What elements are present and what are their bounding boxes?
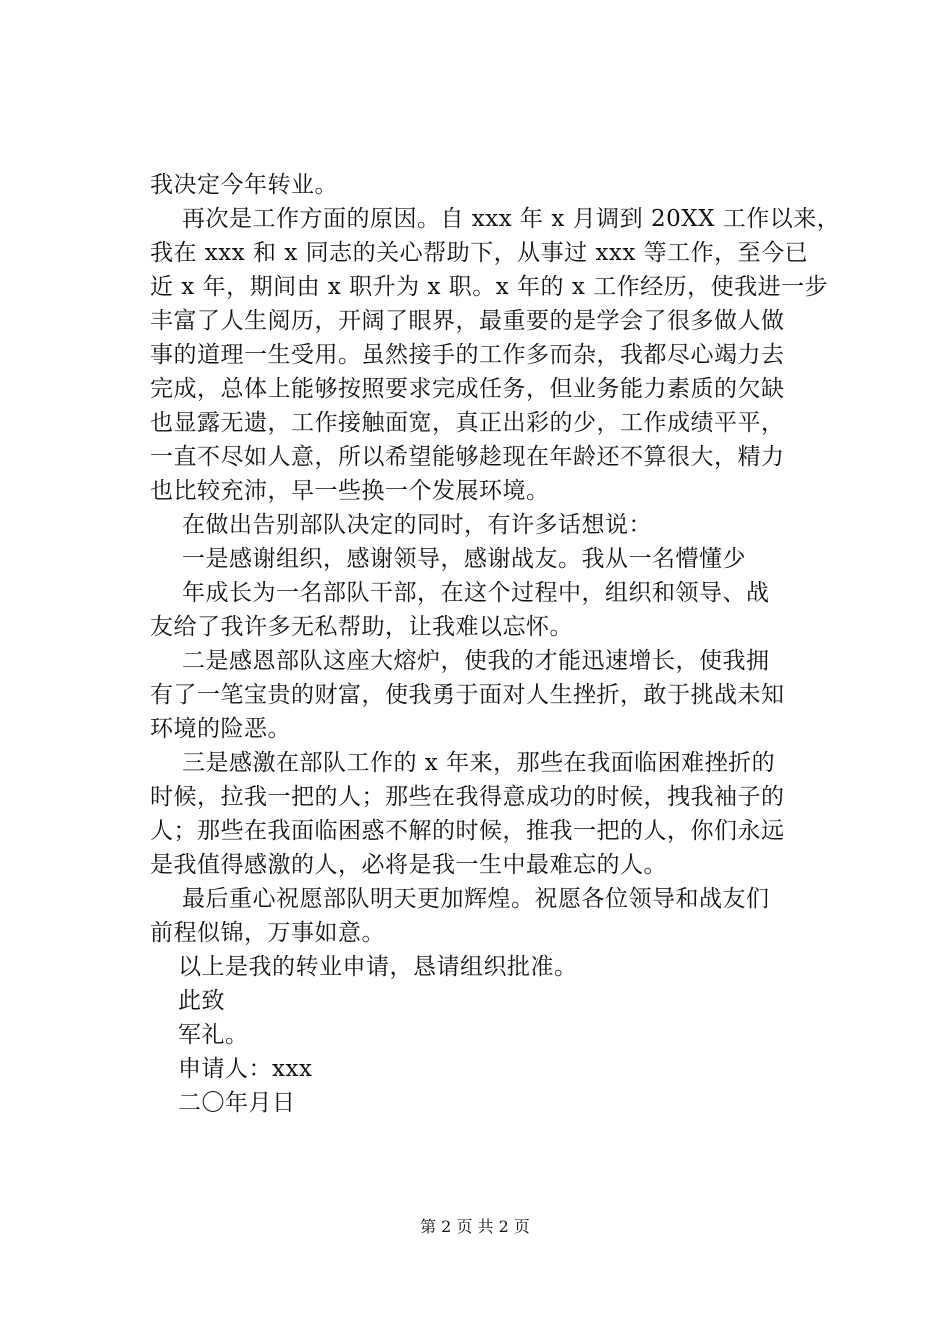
text-line: 我在 xxx 和 x 同志的关心帮助下，从事过 xxx 等工作，至今已 — [150, 240, 809, 266]
text-line: 也比较充沛，早一些换一个发展环境。 — [150, 478, 550, 504]
text-line: 申请人：xxx — [178, 1056, 313, 1082]
text-line: 二〇年月日 — [178, 1090, 296, 1116]
text-line: 也显露无遗，工作接触面宽，真正出彩的少，工作成绩平平， — [150, 410, 785, 436]
text-line: 以上是我的转业申请，恳请组织批准。 — [178, 954, 578, 980]
text-line: 三是感激在部队工作的 x 年来，那些在我面临困难挫折的 — [182, 750, 776, 776]
text-line: 最后重心祝愿部队明天更加辉煌。祝愿各位领导和战友们 — [182, 886, 770, 912]
text-line: 有了一笔宝贵的财富，使我勇于面对人生挫折，敢于挑战未知 — [150, 682, 785, 708]
text-line: 一是感谢组织，感谢领导，感谢战友。我从一名懵懂少 — [182, 546, 746, 572]
page-number: 第 2 页 共 2 页 — [420, 1217, 530, 1236]
text-line: 时候，拉我一把的人；那些在我得意成功的时候，拽我袖子的 — [150, 784, 785, 810]
text-line: 是我值得感激的人，必将是我一生中最难忘的人。 — [150, 852, 667, 878]
text-line: 事的道理一生受用。虽然接手的工作多而杂，我都尽心竭力去 — [150, 342, 785, 368]
text-line: 丰富了人生阅历，开阔了眼界，最重要的是学会了很多做人做 — [150, 308, 785, 334]
text-line: 友给了我许多无私帮助，让我难以忘怀。 — [150, 614, 573, 640]
text-line: 近 x 年，期间由 x 职升为 x 职。x 年的 x 工作经历，使我进一步 — [150, 274, 829, 300]
text-line: 一直不尽如人意，所以希望能够趁现在年龄还不算很大，精力 — [150, 444, 785, 470]
text-line: 二是感恩部队这座大熔炉，使我的才能迅速增长，使我拥 — [182, 648, 770, 674]
page-footer — [0, 1215, 950, 1239]
text-line: 人；那些在我面临困惑不解的时候，推我一把的人，你们永远 — [150, 818, 785, 844]
text-line: 再次是工作方面的原因。自 xxx 年 x 月调到 20XX 工作以来， — [182, 206, 841, 232]
text-line: 前程似锦，万事如意。 — [150, 920, 385, 946]
text-line: 我决定今年转业。 — [150, 172, 338, 198]
text-line: 军礼。 — [178, 1022, 249, 1048]
text-line: 环境的险恶。 — [150, 716, 291, 742]
text-line: 在做出告别部队决定的同时，有许多话想说： — [182, 512, 652, 538]
text-line: 完成，总体上能够按照要求完成任务，但业务能力素质的欠缺 — [150, 376, 785, 402]
text-line: 此致 — [178, 988, 225, 1014]
text-line: 年成长为一名部队干部，在这个过程中，组织和领导、战 — [182, 580, 770, 606]
